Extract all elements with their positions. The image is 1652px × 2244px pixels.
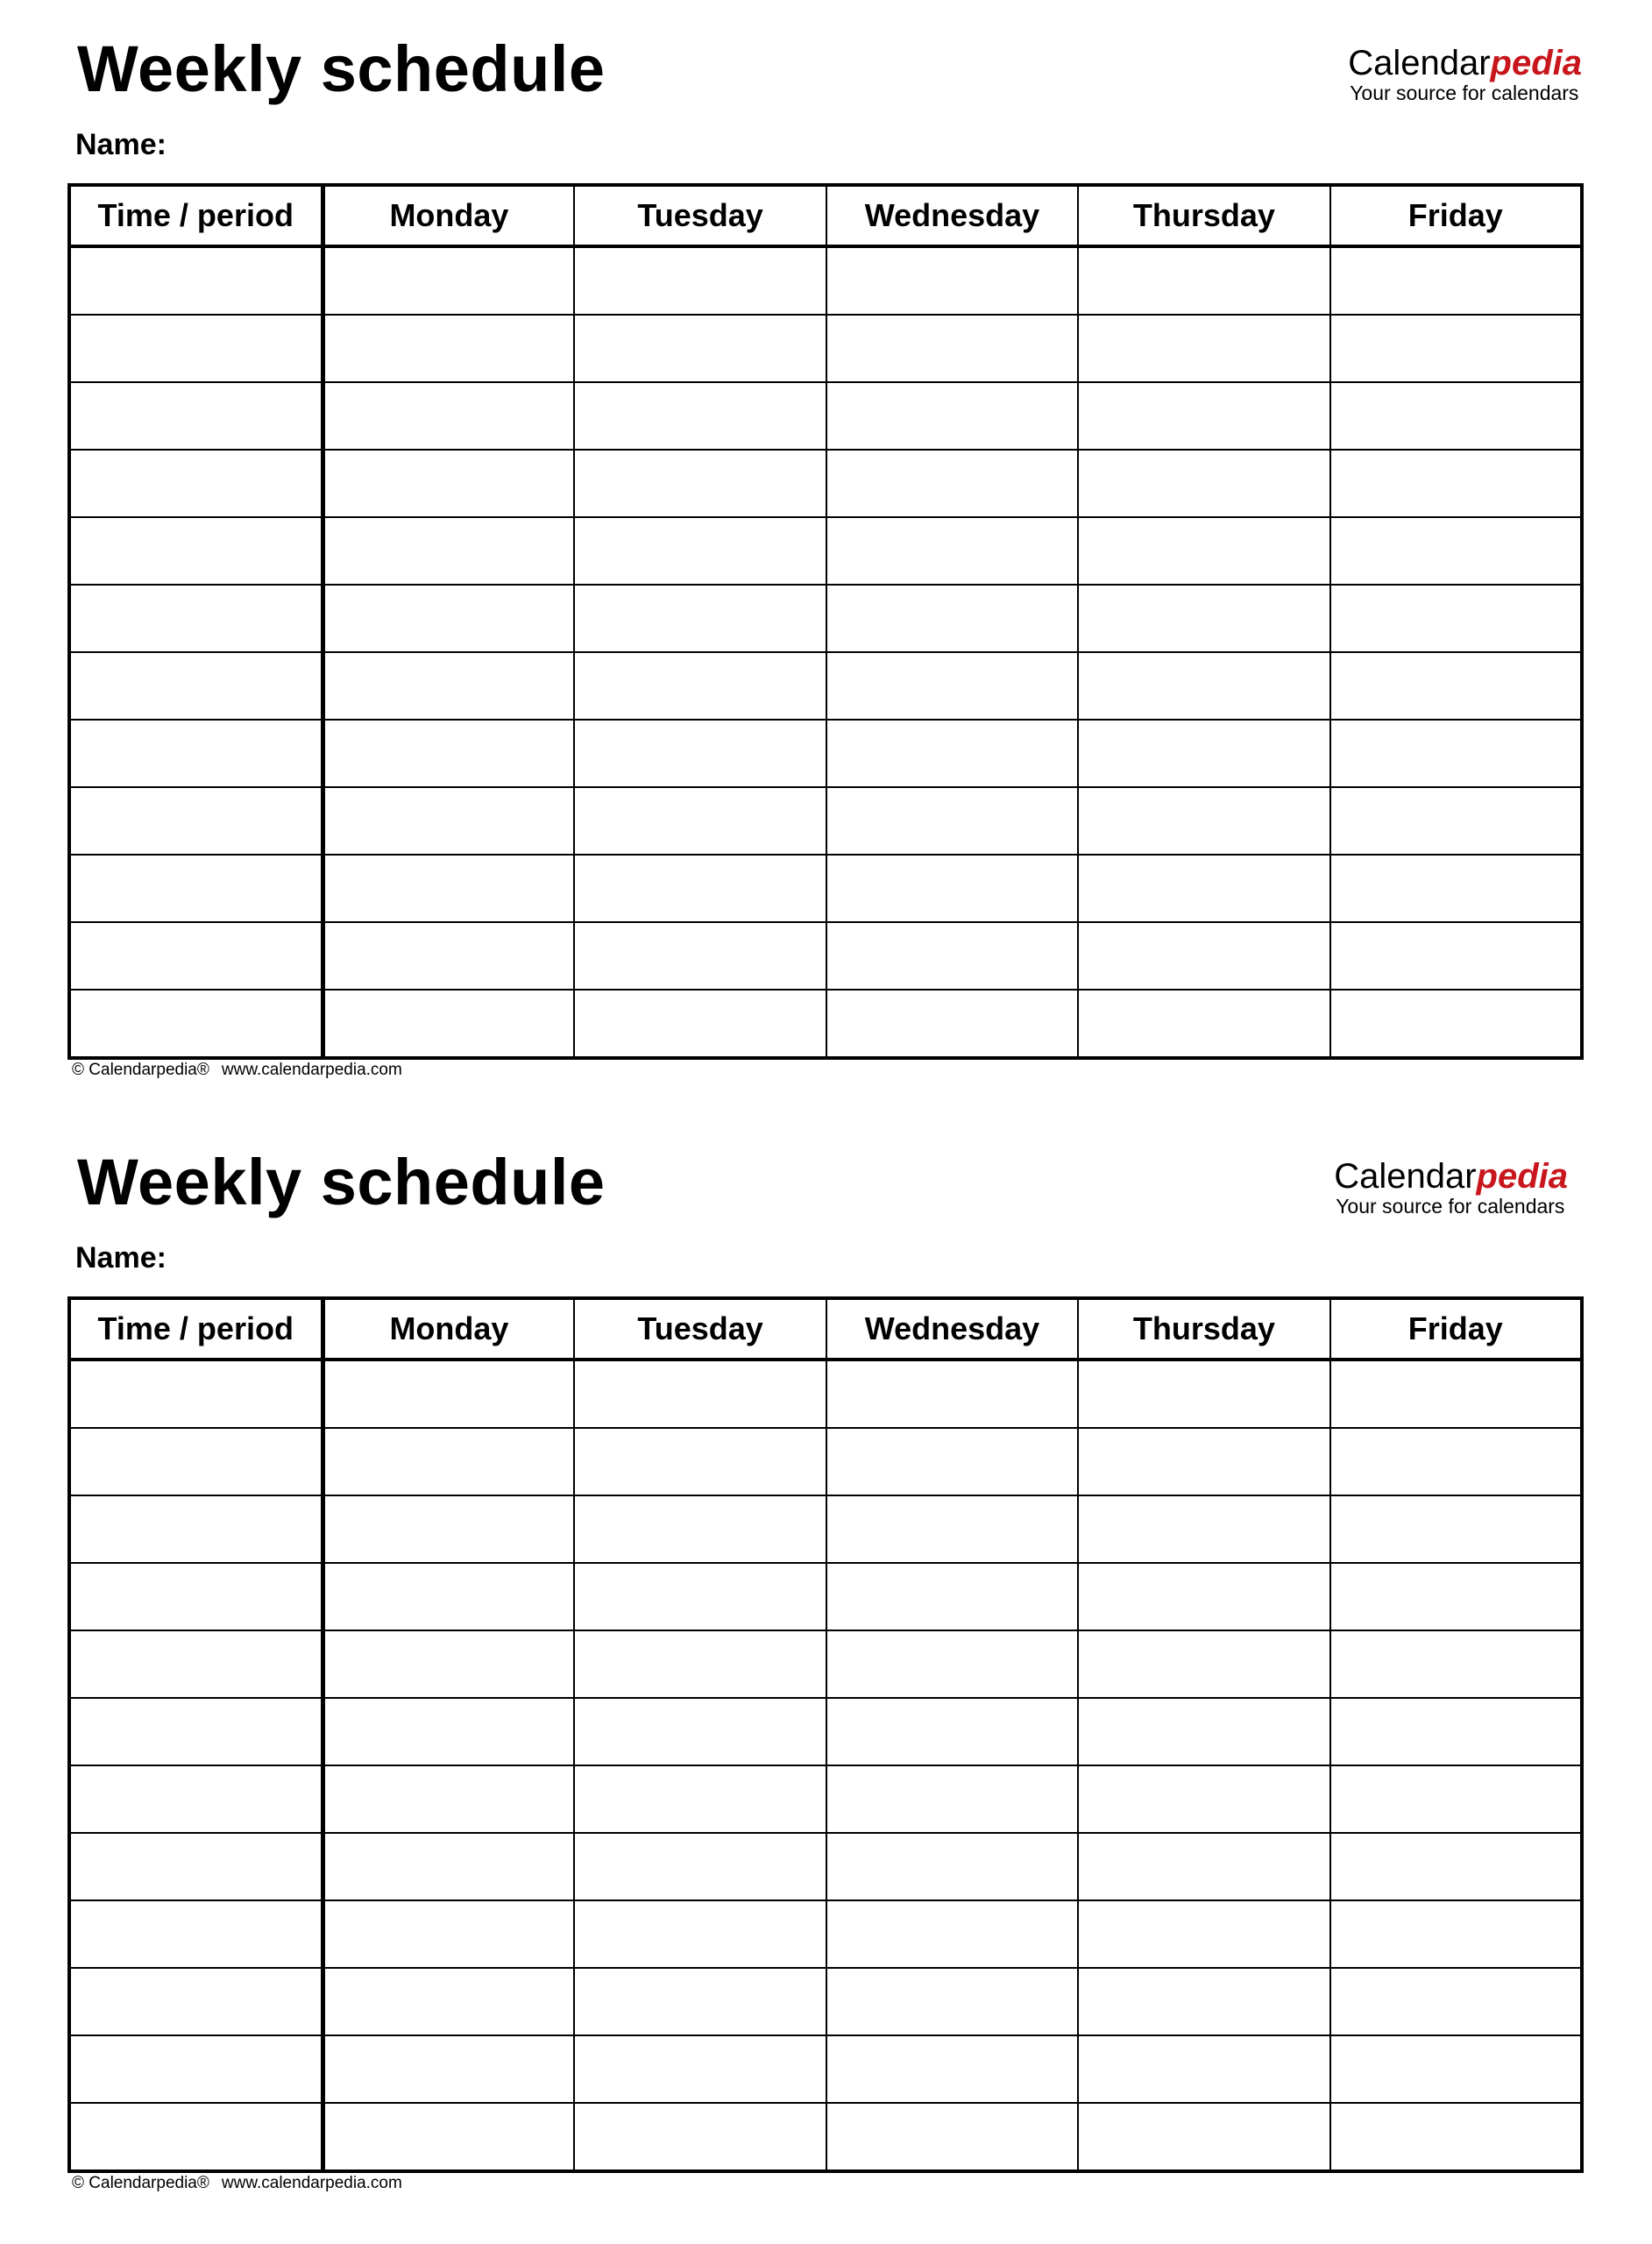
schedule-cell[interactable] [323,246,574,315]
schedule-cell[interactable] [574,1698,826,1765]
table-row [69,1698,1582,1765]
column-header-wednesday: Wednesday [826,1298,1078,1360]
schedule-cell[interactable] [323,315,574,382]
schedule-cell[interactable] [574,246,826,315]
column-header-friday: Friday [1330,185,1582,246]
schedule-cell[interactable] [574,1563,826,1630]
name-label: Name: [75,128,167,161]
schedule-cell[interactable] [574,517,826,585]
schedule-cell[interactable] [323,1900,574,1968]
table-row [69,517,1582,585]
schedule-cell[interactable] [1330,1968,1582,2035]
schedule-cell[interactable] [1078,1428,1329,1495]
schedule-cell[interactable] [826,855,1078,922]
schedule-cell[interactable] [1330,517,1582,585]
schedule-cell[interactable] [1078,787,1329,855]
table-row [69,922,1582,990]
time-period-cell[interactable] [69,450,323,517]
schedule-cell[interactable] [1330,787,1582,855]
table-row [69,652,1582,720]
table-row [69,1563,1582,1630]
schedule-cell[interactable] [826,652,1078,720]
schedule-cell[interactable] [826,1563,1078,1630]
header-row [69,1298,1582,1360]
time-period-cell[interactable] [69,922,323,990]
column-header-time-period: Time / period [69,1298,323,1360]
schedule-cell[interactable] [1078,922,1329,990]
schedule-cell[interactable] [826,1495,1078,1563]
schedule-cell[interactable] [826,315,1078,382]
table-row [69,246,1582,315]
schedule-cell[interactable] [323,2103,574,2171]
schedule-cell[interactable] [1330,1360,1582,1428]
schedule-cell[interactable] [1078,1765,1329,1833]
schedule-cell[interactable] [1078,1630,1329,1698]
name-label: Name: [75,1241,167,1275]
logo-brand-calendar: Calendar [1334,1157,1477,1196]
schedule-cell[interactable] [1078,315,1329,382]
footer-copyright: © Calendarpedia® [72,2174,209,2192]
schedule-body [69,1360,1582,2171]
schedule-cell[interactable] [1330,1698,1582,1765]
schedule-cell[interactable] [323,1698,574,1765]
schedule-cell[interactable] [826,1833,1078,1900]
time-period-cell[interactable] [69,315,323,382]
logo-tagline: Your source for calendars [1336,1195,1565,1218]
schedule-cell[interactable] [1078,246,1329,315]
time-period-cell[interactable] [69,1765,323,1833]
schedule-cell[interactable] [826,246,1078,315]
column-header-thursday: Thursday [1078,185,1329,246]
logo-tagline: Your source for calendars [1350,82,1579,104]
column-header-wednesday: Wednesday [826,185,1078,246]
time-period-cell[interactable] [69,1630,323,1698]
schedule-cell[interactable] [574,382,826,450]
schedule-cell[interactable] [574,855,826,922]
footer-credit [72,1062,402,1078]
schedule-cell[interactable] [574,1428,826,1495]
schedule-cell[interactable] [323,1833,574,1900]
table-row [69,855,1582,922]
schedule-cell[interactable] [826,450,1078,517]
schedule-cell[interactable] [574,990,826,1058]
schedule-cell[interactable] [1078,855,1329,922]
schedule-cell[interactable] [323,922,574,990]
schedule-cell[interactable] [826,1900,1078,1968]
table-row [69,1968,1582,2035]
table-row [69,315,1582,382]
table-row [69,1428,1582,1495]
logo-brand-pedia: pedia [1490,44,1582,82]
schedule-cell[interactable] [323,720,574,787]
schedule-cell[interactable] [1078,990,1329,1058]
time-period-cell[interactable] [69,1360,323,1428]
page-title: Weekly schedule [77,1146,606,1218]
schedule-cell[interactable] [323,855,574,922]
table-row [69,2103,1582,2171]
schedule-cell[interactable] [574,1360,826,1428]
schedule-cell[interactable] [574,1968,826,2035]
logo-brand-pedia: pedia [1476,1157,1568,1196]
schedule-cell[interactable] [574,1900,826,1968]
footer-credit [72,2175,402,2191]
table-row [69,787,1582,855]
table-row [69,2035,1582,2103]
schedule-cell[interactable] [323,450,574,517]
schedule-cell[interactable] [826,720,1078,787]
schedule-cell[interactable] [1330,450,1582,517]
schedule-cell[interactable] [323,1495,574,1563]
schedule-cell[interactable] [323,2035,574,2103]
schedule-cell[interactable] [826,2035,1078,2103]
schedule-cell[interactable] [826,585,1078,652]
table-row [69,1900,1582,1968]
schedule-grid [67,183,1584,1060]
schedule-cell[interactable] [323,652,574,720]
schedule-cell[interactable] [826,1698,1078,1765]
schedule-cell[interactable] [1330,1563,1582,1630]
schedule-cell[interactable] [323,517,574,585]
time-period-cell[interactable] [69,990,323,1058]
schedule-cell[interactable] [1330,990,1582,1058]
schedule-cell[interactable] [323,787,574,855]
schedule-cell[interactable] [1078,1968,1329,2035]
schedule-cell[interactable] [1330,1833,1582,1900]
schedule-cell[interactable] [574,652,826,720]
column-header-time-period: Time / period [69,185,323,246]
schedule-cell[interactable] [574,787,826,855]
schedule-cell[interactable] [574,315,826,382]
schedule-cell[interactable] [826,517,1078,585]
time-period-cell[interactable] [69,2035,323,2103]
schedule-grid [67,1296,1584,2173]
table-row [69,585,1582,652]
footer-copyright: © Calendarpedia® [72,1061,209,1079]
table-row [69,990,1582,1058]
footer-url: www.calendarpedia.com [221,2174,402,2192]
calendarpedia-logo [1348,46,1582,103]
schedule-cell[interactable] [826,2103,1078,2171]
schedule-cell[interactable] [1078,1495,1329,1563]
schedule-cell[interactable] [1078,1563,1329,1630]
column-header-tuesday: Tuesday [574,1298,826,1360]
schedule-cell[interactable] [1078,1833,1329,1900]
time-period-cell[interactable] [69,720,323,787]
schedule-cell[interactable] [1330,382,1582,450]
logo-brand [1334,1159,1568,1194]
schedule-cell[interactable] [1078,1900,1329,1968]
schedule-cell[interactable] [826,382,1078,450]
schedule-cell[interactable] [826,1360,1078,1428]
schedule-cell[interactable] [826,1630,1078,1698]
schedule-cell[interactable] [1078,517,1329,585]
schedule-cell[interactable] [574,922,826,990]
time-period-cell[interactable] [69,1698,323,1765]
schedule-cell[interactable] [1330,1900,1582,1968]
column-header-monday: Monday [323,1298,574,1360]
schedule-cell[interactable] [826,1428,1078,1495]
time-period-cell[interactable] [69,652,323,720]
schedule-cell[interactable] [1078,2103,1329,2171]
schedule-cell[interactable] [1078,585,1329,652]
column-header-friday: Friday [1330,1298,1582,1360]
schedule-cell[interactable] [574,450,826,517]
page-title: Weekly schedule [77,32,606,105]
schedule-cell[interactable] [574,720,826,787]
schedule-cell[interactable] [1330,2103,1582,2171]
schedule-cell[interactable] [826,787,1078,855]
schedule-cell[interactable] [1330,1630,1582,1698]
schedule-cell[interactable] [574,1630,826,1698]
schedule-cell[interactable] [323,1360,574,1428]
schedule-cell[interactable] [1330,1495,1582,1563]
schedule-cell[interactable] [826,1765,1078,1833]
weekly-schedule-bottom [0,1113,1652,2226]
weekly-schedule-top [0,0,1652,1113]
schedule-cell[interactable] [574,2035,826,2103]
time-period-cell[interactable] [69,585,323,652]
schedule-cell[interactable] [323,990,574,1058]
schedule-cell[interactable] [826,922,1078,990]
schedule-cell[interactable] [826,990,1078,1058]
time-period-cell[interactable] [69,246,323,315]
schedule-cell[interactable] [323,1765,574,1833]
schedule-cell[interactable] [574,1833,826,1900]
table-row [69,1630,1582,1698]
schedule-cell[interactable] [1330,1428,1582,1495]
schedule-cell[interactable] [1078,450,1329,517]
column-header-tuesday: Tuesday [574,185,826,246]
schedule-cell[interactable] [1078,2035,1329,2103]
schedule-cell[interactable] [1330,652,1582,720]
schedule-body [69,246,1582,1058]
schedule-cell[interactable] [574,1495,826,1563]
header-row [69,185,1582,246]
table-row [69,450,1582,517]
schedule-cell[interactable] [323,1968,574,2035]
schedule-cell[interactable] [1330,585,1582,652]
schedule-cell[interactable] [323,585,574,652]
table-row [69,1833,1582,1900]
time-period-cell[interactable] [69,1563,323,1630]
calendarpedia-logo [1334,1159,1568,1217]
table-row [69,1495,1582,1563]
footer-url: www.calendarpedia.com [221,1061,402,1079]
schedule-cell[interactable] [1330,855,1582,922]
time-period-cell[interactable] [69,1968,323,2035]
time-period-cell[interactable] [69,382,323,450]
schedule-cell[interactable] [1078,1698,1329,1765]
logo-brand-calendar: Calendar [1348,44,1491,82]
schedule-cell[interactable] [574,585,826,652]
column-header-thursday: Thursday [1078,1298,1329,1360]
schedule-cell[interactable] [1078,1360,1329,1428]
schedule-cell[interactable] [1330,246,1582,315]
schedule-cell[interactable] [323,1563,574,1630]
table-row [69,1360,1582,1428]
table-row [69,720,1582,787]
time-period-cell[interactable] [69,1428,323,1495]
time-period-cell[interactable] [69,1495,323,1563]
time-period-cell[interactable] [69,1900,323,1968]
schedule-cell[interactable] [1330,2035,1582,2103]
schedule-cell[interactable] [574,1765,826,1833]
schedule-cell[interactable] [323,1630,574,1698]
table-row [69,382,1582,450]
time-period-cell[interactable] [69,517,323,585]
schedule-cell[interactable] [323,1428,574,1495]
time-period-cell[interactable] [69,855,323,922]
schedule-cell[interactable] [1330,922,1582,990]
schedule-cell[interactable] [1078,720,1329,787]
schedule-cell[interactable] [1330,720,1582,787]
schedule-cell[interactable] [1330,1765,1582,1833]
time-period-cell[interactable] [69,787,323,855]
schedule-cell[interactable] [826,1968,1078,2035]
schedule-cell[interactable] [1078,382,1329,450]
schedule-cell[interactable] [1330,315,1582,382]
schedule-cell[interactable] [1078,652,1329,720]
schedule-cell[interactable] [574,2103,826,2171]
time-period-cell[interactable] [69,2103,323,2171]
column-header-monday: Monday [323,185,574,246]
schedule-cell[interactable] [323,382,574,450]
table-row [69,1765,1582,1833]
logo-brand [1348,46,1582,81]
time-period-cell[interactable] [69,1833,323,1900]
